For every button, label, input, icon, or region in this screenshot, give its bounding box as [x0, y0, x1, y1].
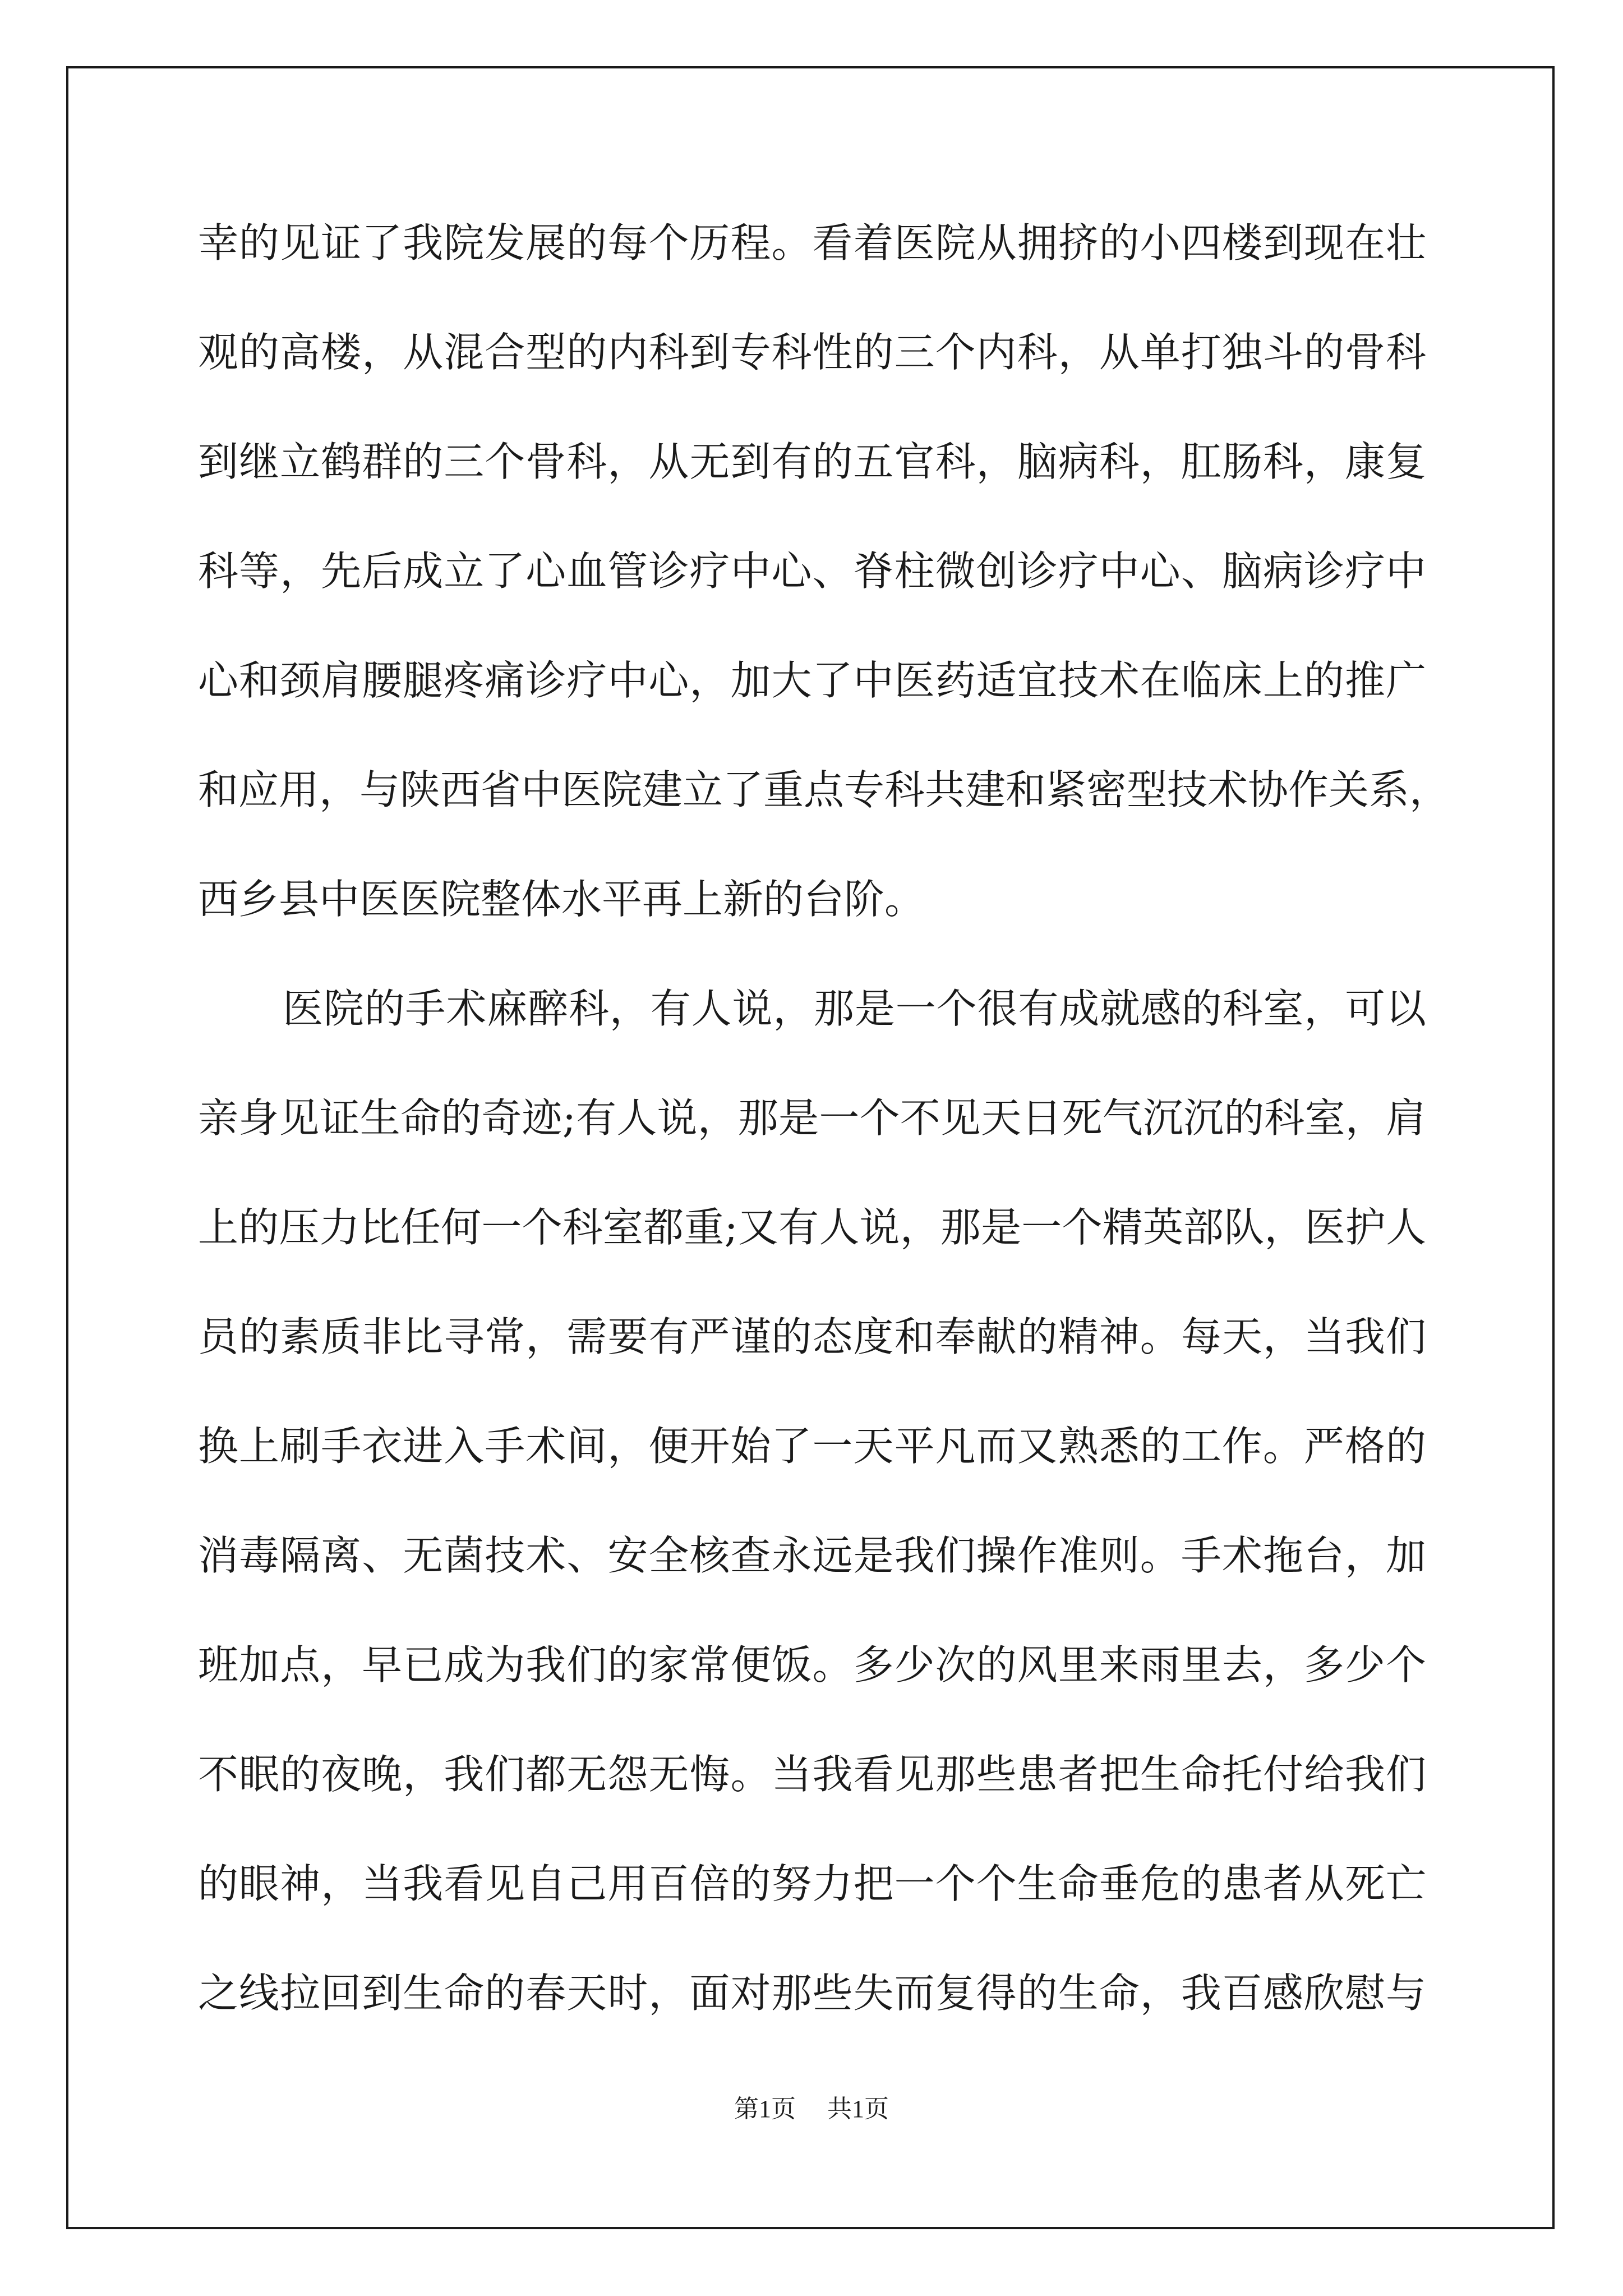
page-number-current: 第1页: [734, 2095, 796, 2123]
paragraph-1-line-2: 观的高楼，从混合型的内科到专科性的三个内科，从单打独斗的骨科: [198, 329, 1426, 376]
paragraph-1-line-4: 科等，先后成立了心血管诊疗中心、脊柱微创诊疗中心、脑病诊疗中: [198, 547, 1426, 595]
paragraph-1-line-5: 心和颈肩腰腿疼痛诊疗中心，加大了中医药适宜技术在临床上的推广: [198, 657, 1426, 704]
page-footer: [0, 2092, 1623, 2126]
paragraph-2-line-5: 换上刷手衣进入手术间，便开始了一天平凡而又熟悉的工作。严格的: [198, 1423, 1426, 1470]
paragraph-1-line-1: 幸的见证了我院发展的每个历程。看着医院从拥挤的小四楼到现在壮: [198, 219, 1426, 266]
paragraph-1-line-6: 和应用，与陕西省中医院建立了重点专科共建和紧密型技术协作关系，: [198, 766, 1450, 813]
paragraph-2-line-9: 的眼神，当我看见自己用百倍的努力把一个个生命垂危的患者从死亡: [198, 1860, 1426, 1907]
paragraph-2-line-8: 不眠的夜晚，我们都无怨无悔。当我看见那些患者把生命托付给我们: [198, 1751, 1426, 1798]
paragraph-2-line-7: 班加点，早已成为我们的家常便饭。多少次的风里来雨里去，多少个: [198, 1641, 1426, 1688]
page-number-total: 共1页: [827, 2095, 889, 2123]
paragraph-1-line-7: 西乡县中医医院整体水平再上新的台阶。: [198, 876, 925, 923]
paragraph-2-line-2: 亲身见证生命的奇迹;有人说，那是一个不见天日死气沉沉的科室，肩: [198, 1094, 1426, 1142]
paragraph-1-line-3: 到继立鹤群的三个骨科，从无到有的五官科，脑病科，肛肠科，康复: [198, 438, 1426, 485]
paragraph-2-line-6: 消毒隔离、无菌技术、安全核查永远是我们操作准则。手术拖台，加: [198, 1532, 1426, 1579]
paragraph-2-line-3: 上的压力比任何一个科室都重;又有人说，那是一个精英部队，医护人: [198, 1204, 1426, 1251]
paragraph-2-line-4: 员的素质非比寻常，需要有严谨的态度和奉献的精神。每天，当我们: [198, 1313, 1426, 1360]
paragraph-2-line-10: 之线拉回到生命的春天时，面对那些失而复得的生命，我百感欣慰与: [198, 1970, 1426, 2017]
paragraph-2-line-1: 医院的手术麻醉科，有人说，那是一个很有成就感的科室，可以: [283, 985, 1426, 1032]
